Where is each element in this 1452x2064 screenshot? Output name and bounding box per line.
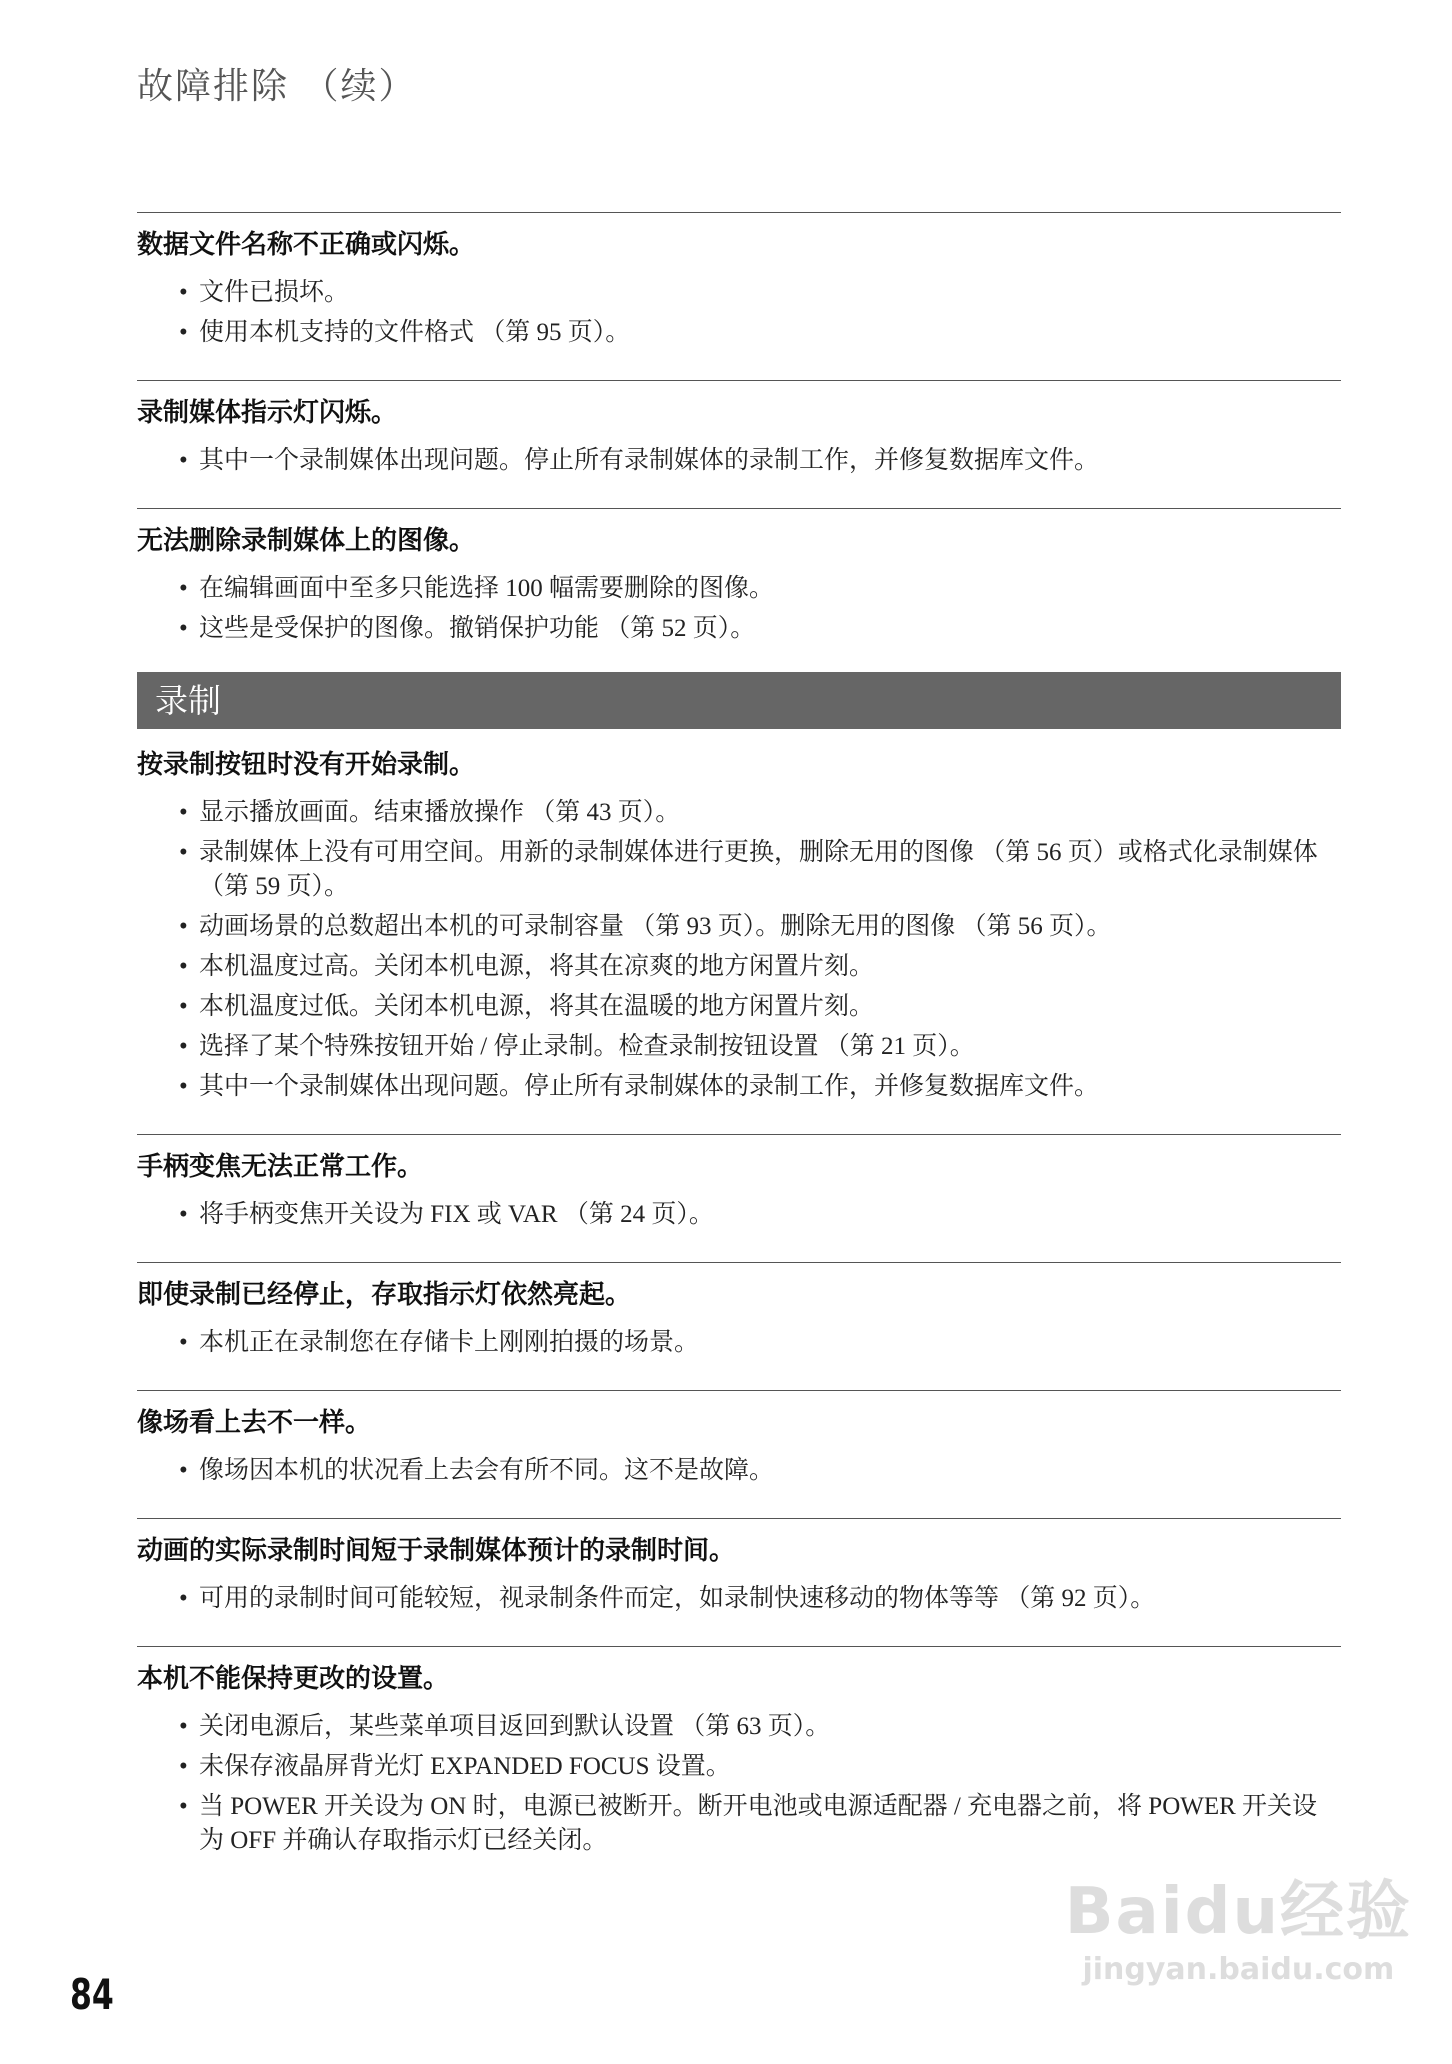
problem-heading: 无法删除录制媒体上的图像。: [137, 526, 476, 556]
problem-heading: 动画的实际录制时间短于录制媒体预计的录制时间。: [137, 1536, 736, 1566]
problem-heading: 录制媒体指示灯闪烁。: [137, 398, 398, 428]
watermark-logo: Baidu经验: [1064, 1875, 1412, 1949]
solution-list: [137, 276, 1341, 350]
solution-item: • 未保存液晶屏背光灯 EXPANDED FOCUS 设置。: [199, 1750, 1341, 1784]
solution-list: [137, 1710, 1341, 1858]
troubleshooting-item: [137, 1390, 1341, 1518]
section-header-recording: 录制: [137, 672, 1341, 729]
troubleshooting-item: [137, 1646, 1341, 1888]
solution-item: • 像场因本机的状况看上去会有所不同。这不是故障。: [199, 1454, 1341, 1488]
troubleshooting-item: [137, 508, 1341, 676]
problem-heading: 数据文件名称不正确或闪烁。: [137, 230, 476, 260]
solution-list: [137, 1326, 1341, 1360]
solution-list: [137, 1454, 1341, 1488]
solution-item: • 显示播放画面。结束播放操作 （第 43 页）。: [199, 796, 1341, 830]
solution-item: • 其中一个录制媒体出现问题。停止所有录制媒体的录制工作，并修复数据库文件。: [199, 444, 1341, 478]
solution-item: • 其中一个录制媒体出现问题。停止所有录制媒体的录制工作，并修复数据库文件。: [199, 1070, 1341, 1104]
solution-item: • 录制媒体上没有可用空间。用新的录制媒体进行更换，删除无用的图像 （第 56 页）或格式化录制媒体 （第 59 页）。: [199, 836, 1341, 904]
troubleshooting-item: [137, 212, 1341, 380]
troubleshooting-content: [137, 212, 1341, 1888]
baidu-watermark: [1065, 1860, 1412, 1987]
solution-item: • 本机温度过高。关闭本机电源，将其在凉爽的地方闲置片刻。: [199, 950, 1341, 984]
problem-heading: 本机不能保持更改的设置。: [137, 1664, 450, 1694]
problem-heading: 手柄变焦无法正常工作。: [137, 1152, 424, 1182]
solution-item: • 选择了某个特殊按钮开始 / 停止录制。检查录制按钮设置 （第 21 页）。: [199, 1030, 1341, 1064]
solution-item: • 本机温度过低。关闭本机电源，将其在温暖的地方闲置片刻。: [199, 990, 1341, 1024]
solution-item: • 使用本机支持的文件格式 （第 95 页）。: [199, 316, 1341, 350]
troubleshooting-item: [137, 1262, 1341, 1390]
solution-list: [137, 572, 1341, 646]
watermark-url: jingyan.baidu.com: [1082, 1952, 1395, 1987]
page-title: 故障排除 （续）: [137, 66, 417, 107]
solution-list: [137, 444, 1341, 478]
problem-heading: 即使录制已经停止，存取指示灯依然亮起。: [137, 1280, 632, 1310]
solution-list: [137, 796, 1341, 1104]
troubleshooting-item: [137, 1518, 1341, 1646]
solution-item: • 在编辑画面中至多只能选择 100 幅需要删除的图像。: [199, 572, 1341, 606]
solution-item: • 当 POWER 开关设为 ON 时，电源已被断开。断开电池或电源适配器 / 充电器之前，将 POWER 开关设为 OFF 并确认存取指示灯已经关闭。: [199, 1790, 1341, 1858]
troubleshooting-item: [137, 729, 1341, 1134]
solution-item: • 可用的录制时间可能较短，视录制条件而定，如录制快速移动的物体等等 （第 92 页）。: [199, 1582, 1341, 1616]
solution-item: • 关闭电源后，某些菜单项目返回到默认设置 （第 63 页）。: [199, 1710, 1341, 1744]
problem-heading: 按录制按钮时没有开始录制。: [137, 750, 476, 780]
solution-list: [137, 1198, 1341, 1232]
solution-list: [137, 1582, 1341, 1616]
troubleshooting-item: [137, 1134, 1341, 1262]
solution-item: • 这些是受保护的图像。撤销保护功能 （第 52 页）。: [199, 612, 1341, 646]
page-number: 84: [70, 1970, 114, 2019]
solution-item: • 将手柄变焦开关设为 FIX 或 VAR （第 24 页）。: [199, 1198, 1341, 1232]
solution-item: • 动画场景的总数超出本机的可录制容量 （第 93 页）。删除无用的图像 （第 56 页）。: [199, 910, 1341, 944]
solution-item: • 文件已损坏。: [199, 276, 1341, 310]
problem-heading: 像场看上去不一样。: [137, 1408, 372, 1438]
troubleshooting-item: [137, 380, 1341, 508]
solution-item: • 本机正在录制您在存储卡上刚刚拍摄的场景。: [199, 1326, 1341, 1360]
